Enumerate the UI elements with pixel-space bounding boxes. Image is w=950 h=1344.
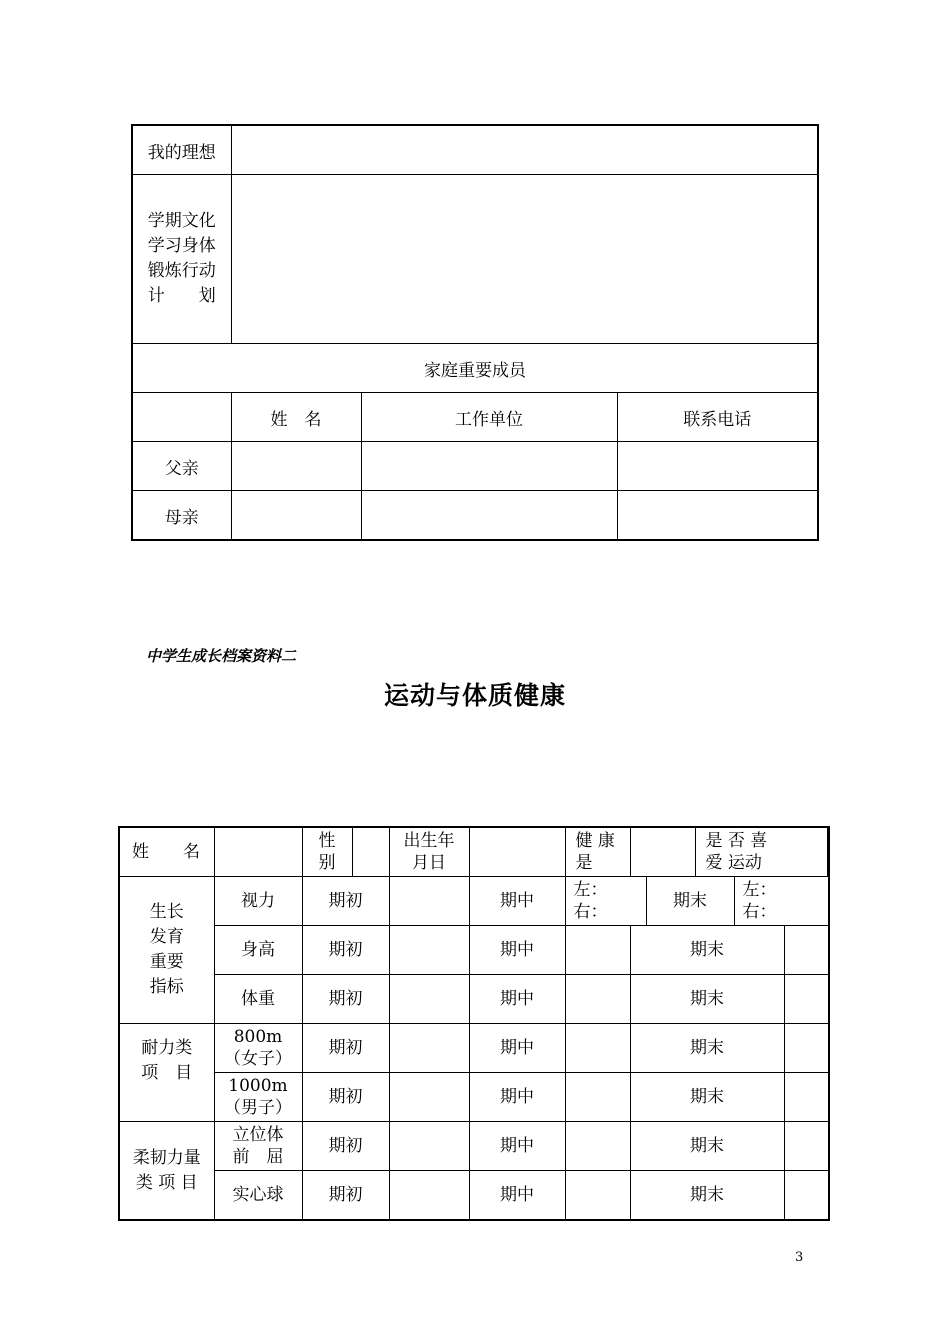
vision-label: 视力 — [214, 877, 302, 926]
period-mid-label: 期中 — [469, 1024, 565, 1073]
flex-group-label: 柔韧力量 类 项 目 — [119, 1122, 214, 1221]
ideal-label: 我的理想 — [132, 125, 231, 175]
plan-label-line: 锻炼行动 — [147, 261, 216, 281]
plan-label-line: 学习身体 — [147, 236, 216, 256]
plan-label — [132, 175, 231, 344]
run-800-end-value[interactable] — [784, 1024, 829, 1073]
period-end-label: 期末 — [630, 1024, 784, 1073]
period-start-label: 期初 — [302, 1171, 389, 1221]
vision-end-value[interactable]: 左： 右： — [734, 877, 829, 926]
vision-mid-value[interactable]: 左： 右： — [565, 877, 646, 926]
run-1000-mid-value[interactable] — [565, 1073, 630, 1122]
plan-label-line: 学期文化 — [147, 211, 216, 231]
father-name-cell[interactable] — [231, 442, 361, 491]
period-end-label: 期末 — [630, 1122, 784, 1171]
height-end-value[interactable] — [784, 926, 829, 975]
run-800-mid-value[interactable] — [565, 1024, 630, 1073]
run-1000-label: 1000m （男子） — [214, 1073, 302, 1122]
run-1000-end-value[interactable] — [784, 1073, 829, 1122]
weight-mid-value[interactable] — [565, 975, 630, 1024]
period-start-label: 期初 — [302, 1122, 389, 1171]
period-end-label: 期末 — [630, 926, 784, 975]
family-members-header: 家庭重要成员 — [132, 344, 818, 393]
period-start-label: 期初 — [302, 975, 389, 1024]
period-mid-label: 期中 — [469, 1171, 565, 1221]
period-mid-label: 期中 — [469, 926, 565, 975]
family-info-table — [131, 124, 819, 541]
likes-sport-value[interactable] — [827, 827, 829, 877]
mother-label: 母亲 — [132, 491, 231, 541]
mother-name-cell[interactable] — [231, 491, 361, 541]
period-start-label: 期初 — [302, 877, 389, 926]
health-label: 健 康 是 — [565, 827, 630, 877]
period-end-label: 期末 — [630, 1171, 784, 1221]
medicine-ball-label: 实心球 — [214, 1171, 302, 1221]
gender-label: 性 别 — [302, 827, 352, 877]
birth-label: 出生年 月日 — [389, 827, 469, 877]
period-start-label: 期初 — [302, 1073, 389, 1122]
height-start-value[interactable] — [389, 926, 469, 975]
period-mid-label: 期中 — [469, 877, 565, 926]
period-start-label: 期初 — [302, 926, 389, 975]
height-label: 身高 — [214, 926, 302, 975]
medicine-ball-mid-value[interactable] — [565, 1171, 630, 1221]
sit-reach-mid-value[interactable] — [565, 1122, 630, 1171]
run-1000-start-value[interactable] — [389, 1073, 469, 1122]
sit-reach-start-value[interactable] — [389, 1122, 469, 1171]
period-end-label: 期末 — [630, 1073, 784, 1122]
medicine-ball-start-value[interactable] — [389, 1171, 469, 1221]
col-work-header: 工作单位 — [361, 393, 617, 442]
series-label: 中学生成长档案资料二 — [146, 647, 297, 665]
vision-start-value[interactable] — [389, 877, 469, 926]
period-end-label: 期末 — [630, 975, 784, 1024]
father-label: 父亲 — [132, 442, 231, 491]
period-mid-label: 期中 — [469, 975, 565, 1024]
medicine-ball-end-value[interactable] — [784, 1171, 829, 1221]
run-800-start-value[interactable] — [389, 1024, 469, 1073]
blank-cell — [132, 393, 231, 442]
gender-value[interactable] — [352, 827, 389, 877]
plan-value[interactable] — [231, 175, 818, 344]
birth-value[interactable] — [469, 827, 565, 877]
father-phone-cell[interactable] — [617, 442, 818, 491]
health-table — [118, 826, 830, 1221]
period-mid-label: 期中 — [469, 1122, 565, 1171]
weight-label: 体重 — [214, 975, 302, 1024]
col-name-header: 姓 名 — [231, 393, 361, 442]
page-number: 3 — [795, 1250, 804, 1265]
col-phone-header: 联系电话 — [617, 393, 818, 442]
father-work-cell[interactable] — [361, 442, 617, 491]
endurance-group-label: 耐力类 项 目 — [119, 1024, 214, 1122]
weight-start-value[interactable] — [389, 975, 469, 1024]
health-value[interactable] — [630, 827, 695, 877]
likes-sport-label: 是 否 喜 爱 运动 — [695, 827, 827, 877]
mother-work-cell[interactable] — [361, 491, 617, 541]
mother-phone-cell[interactable] — [617, 491, 818, 541]
section-title: 运动与体质健康 — [383, 681, 566, 710]
name-label: 姓 名 — [119, 827, 214, 877]
period-start-label: 期初 — [302, 1024, 389, 1073]
plan-label-line: 计 划 — [147, 286, 216, 306]
period-end-label: 期末 — [646, 877, 734, 926]
period-mid-label: 期中 — [469, 1073, 565, 1122]
sit-reach-end-value[interactable] — [784, 1122, 829, 1171]
run-800-label: 800m （女子） — [214, 1024, 302, 1073]
growth-group-label: 生长 发育 重要 指标 — [119, 877, 214, 1024]
ideal-value[interactable] — [231, 125, 818, 175]
height-mid-value[interactable] — [565, 926, 630, 975]
sit-reach-label: 立位体 前 屈 — [214, 1122, 302, 1171]
name-value[interactable] — [214, 827, 302, 877]
weight-end-value[interactable] — [784, 975, 829, 1024]
